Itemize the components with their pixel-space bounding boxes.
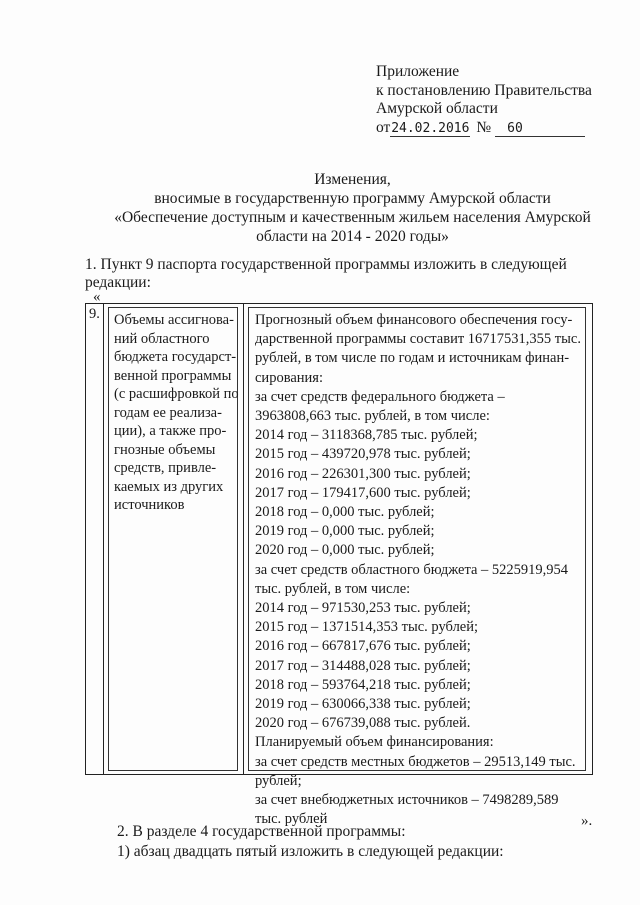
table-label-line: ний областного <box>114 330 210 347</box>
table-number-cell <box>86 304 104 774</box>
table-label-line: гнозные объемы <box>114 441 216 458</box>
point1-text-cont: редакции: <box>85 274 151 291</box>
table-content-line: 2017 год – 314488,028 тыс. рублей; <box>255 657 471 674</box>
table-label-line: средств, привле- <box>114 460 217 476</box>
table-content-cell <box>244 304 592 828</box>
number-sign: № <box>476 118 492 136</box>
table-label-cell <box>104 304 244 774</box>
table-label-text <box>108 307 238 771</box>
table-content-line: 2019 год – 0,000 тыс. рублей; <box>255 523 435 540</box>
table-content-line: за счет внебюджетных источников – 7498289,589 <box>255 792 559 809</box>
appendix-date-line <box>376 119 606 138</box>
quote-open: « <box>93 289 101 305</box>
table-label-line: венной программы <box>114 367 232 384</box>
table-content-line: 2014 год – 3118368,785 тыс. рублей; <box>255 427 478 444</box>
table-content-line: 2018 год – 0,000 тыс. рублей; <box>255 504 435 521</box>
table-label-line: Объемы ассигнова- <box>114 312 234 328</box>
appendix-header <box>376 63 606 137</box>
title-line-4: области на 2014 - 2020 годы» <box>256 228 449 245</box>
table-content-line: 2020 год – 0,000 тыс. рублей; <box>255 542 435 559</box>
table-label-line: (с расшифровкой по <box>114 386 239 402</box>
table-content-line: 2015 год – 1371514,353 тыс. рублей; <box>255 619 479 636</box>
table-row-number: 9. <box>89 306 100 322</box>
number-value: 60 <box>495 121 585 137</box>
table-content-line: 2019 год – 630066,338 тыс. рублей; <box>255 696 471 713</box>
appendix-region: Амурской области <box>376 100 498 117</box>
title-line-1: Изменения, <box>314 171 391 188</box>
appendix-resolution: к постановлению Правительства <box>376 81 592 99</box>
table-label-line: годам ее реализа- <box>114 404 222 421</box>
table-content-line: Планируемый объем финансирования: <box>255 734 494 751</box>
table-content-line: рублей; <box>255 772 302 789</box>
table-content-line: 2016 год – 667817,676 тыс. рублей; <box>255 638 471 655</box>
table-label-line: ции), а также про- <box>114 423 227 439</box>
table-content-line: 2015 год – 439720,978 тыс. рублей; <box>255 446 471 463</box>
passport-table <box>85 303 593 828</box>
table-content-line: 2018 год – 593764,218 тыс. рублей; <box>255 676 471 693</box>
document-title <box>80 170 625 246</box>
table-content-line: рублей, в том числе по годам и источникам финан- <box>255 350 570 367</box>
table-content-line: за счет средств местных бюджетов – 29513,149 тыс. <box>255 753 576 770</box>
item1-text: 1) абзац двадцать пятый изложить в следующей редакции: <box>117 843 504 860</box>
title-line-3: «Обеспечение доступным и качественным жильем населения Амурской <box>114 209 591 226</box>
table-content-line: тыс. рублей, в том числе: <box>255 580 411 597</box>
title-line-2: вносимые в государственную программу Амурской области <box>154 190 551 207</box>
table-content-line: дарственной программы составит 16717531,355 тыс. <box>255 331 581 348</box>
date-value: 24.02.2016 <box>391 120 470 136</box>
table-label-line: источников <box>114 497 185 513</box>
table-content-line: тыс. рублей <box>255 811 328 828</box>
appendix-title: Приложение <box>376 63 460 80</box>
table-label-line: каемых из других <box>114 478 224 495</box>
table-content-line: за счет средств областного бюджета – 5225919,954 <box>255 561 569 578</box>
section2-text: 2. В разделе 4 государственной программы: <box>117 823 406 840</box>
table-content-line: 3963808,663 тыс. рублей, в том числе: <box>255 408 490 425</box>
quote-close: ». <box>581 813 593 829</box>
table-content-line: 2017 год – 179417,600 тыс. рублей; <box>255 484 471 501</box>
date-prefix: от <box>376 118 391 136</box>
table-content-line: за счет средств федерального бюджета – <box>255 388 505 405</box>
table-content-text <box>248 307 586 828</box>
table-content-line: 2016 год – 226301,300 тыс. рублей; <box>255 465 471 482</box>
point1-text: 1. Пункт 9 паспорта государственной программы изложить в следующей <box>85 256 567 273</box>
table-content-line: сирования: <box>255 369 324 386</box>
table-label-line: бюджета государст- <box>114 349 237 365</box>
table-content-line: 2020 год – 676739,088 тыс. рублей. <box>255 715 471 732</box>
table-content-line: 2014 год – 971530,253 тыс. рублей; <box>255 600 471 617</box>
table-content-line: Прогнозный объем финансового обеспечения госу- <box>255 312 573 328</box>
